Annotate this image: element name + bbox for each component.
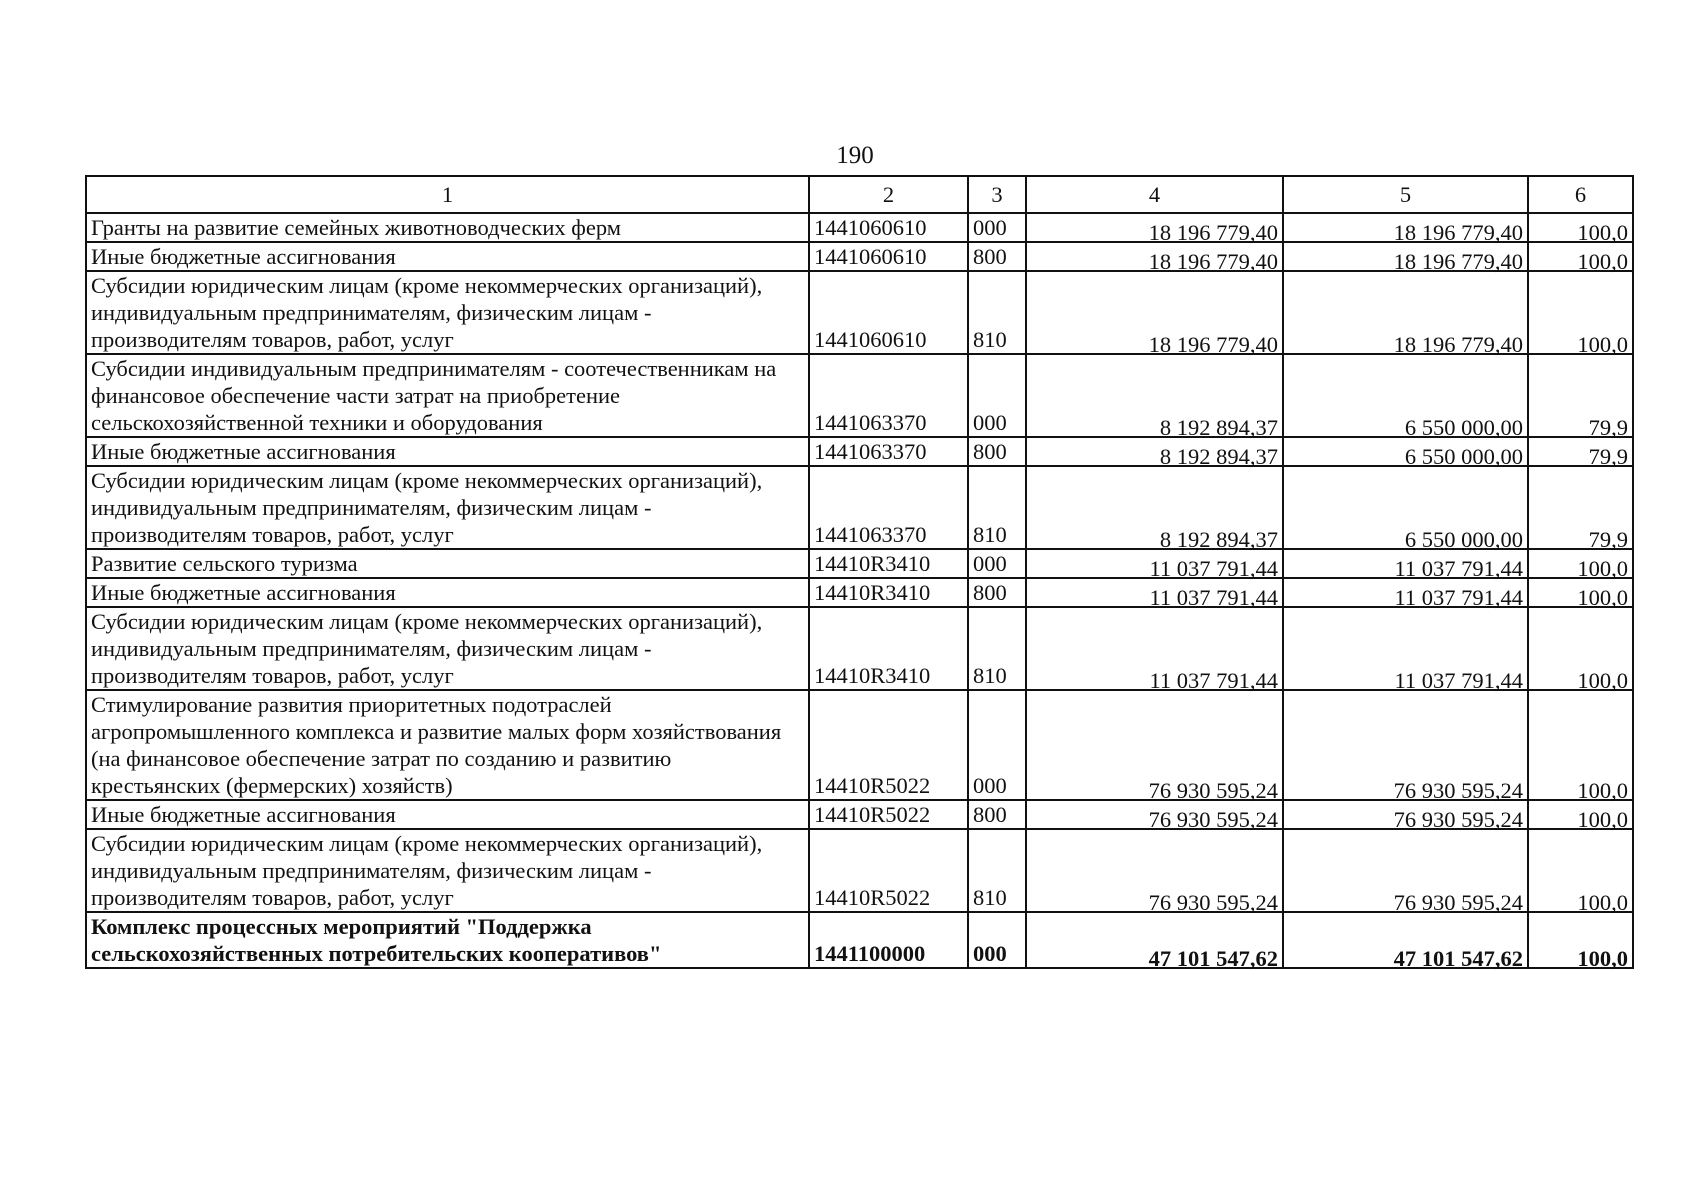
executed-amount-value: 6 550 000,00: [1404, 415, 1523, 440]
table-row: [86, 354, 1633, 437]
column-header-6: 6: [1528, 176, 1633, 213]
planned-amount-cell: [1026, 829, 1283, 915]
planned-amount-cell: [1026, 549, 1283, 581]
table-row: [86, 800, 1633, 829]
executed-amount-cell: [1283, 437, 1528, 469]
table-row: [86, 829, 1633, 912]
table-row: [86, 437, 1633, 466]
execution-percent-cell: [1528, 549, 1633, 581]
execution-percent-value: 79,9: [1588, 444, 1628, 469]
executed-amount-value: 11 037 791,44: [1394, 585, 1523, 610]
executed-amount-cell: [1283, 466, 1528, 552]
executed-amount-cell: [1283, 354, 1528, 440]
executed-amount-cell: [1283, 607, 1528, 693]
table-row: [86, 242, 1633, 271]
planned-amount-value: 8 192 894,37: [1159, 527, 1278, 552]
execution-percent-cell: [1528, 800, 1633, 832]
target-article-code-cell: 14410R5022: [809, 800, 968, 829]
executed-amount-value: 47 101 547,62: [1393, 946, 1523, 971]
planned-amount-value: 47 101 547,62: [1148, 946, 1278, 971]
execution-percent-value: 100,0: [1577, 946, 1628, 971]
target-article-code-cell: 14410R3410: [809, 578, 968, 607]
executed-amount-cell: [1283, 213, 1528, 245]
table-body: [86, 213, 1633, 971]
planned-amount-cell: [1026, 354, 1283, 440]
execution-percent-cell: [1528, 466, 1633, 552]
planned-amount-value: 76 930 595,24: [1148, 778, 1278, 803]
execution-percent-cell: [1528, 690, 1633, 803]
expense-name-cell: Субсидии юридическим лицам (кроме некоммерческих организаций), индивидуальным предпринимателям, физическим лицам - производителям товаров, работ, услуг: [86, 607, 809, 690]
execution-percent-cell: [1528, 354, 1633, 440]
planned-amount-cell: [1026, 271, 1283, 357]
expense-name-cell: Развитие сельского туризма: [86, 549, 809, 578]
expense-name-cell: Субсидии юридическим лицам (кроме некоммерческих организаций), индивидуальным предпринимателям, физическим лицам - производителям товаров, работ, услуг: [86, 829, 809, 912]
target-article-code-cell: 14410R3410: [809, 607, 968, 690]
expense-type-code-cell: 810: [968, 829, 1026, 912]
budget-execution-table: [85, 175, 1634, 969]
execution-percent-value: 100,0: [1577, 556, 1628, 581]
planned-amount-value: 11 037 791,44: [1149, 585, 1278, 610]
execution-percent-cell: [1528, 912, 1633, 971]
execution-percent-cell: [1528, 578, 1633, 610]
table-row: [86, 271, 1633, 354]
planned-amount-cell: [1026, 607, 1283, 693]
target-article-code-cell: 14410R5022: [809, 690, 968, 800]
planned-amount-value: 18 196 779,40: [1148, 332, 1278, 357]
execution-percent-cell: [1528, 437, 1633, 469]
planned-amount-value: 8 192 894,37: [1159, 444, 1278, 469]
column-header-2: 2: [809, 176, 968, 213]
execution-percent-value: 100,0: [1577, 332, 1628, 357]
execution-percent-value: 79,9: [1588, 415, 1628, 440]
expense-type-code-cell: 000: [968, 213, 1026, 242]
execution-percent-cell: [1528, 271, 1633, 357]
planned-amount-cell: [1026, 578, 1283, 610]
column-header-1: 1: [86, 176, 809, 213]
expense-type-code-cell: 000: [968, 912, 1026, 968]
planned-amount-cell: [1026, 800, 1283, 832]
planned-amount-value: 8 192 894,37: [1159, 415, 1278, 440]
expense-type-code-cell: 800: [968, 800, 1026, 829]
table-row: [86, 578, 1633, 607]
executed-amount-cell: [1283, 912, 1528, 971]
target-article-code-cell: 1441060610: [809, 213, 968, 242]
planned-amount-value: 11 037 791,44: [1149, 668, 1278, 693]
executed-amount-cell: [1283, 829, 1528, 915]
expense-name-cell: Иные бюджетные ассигнования: [86, 437, 809, 466]
planned-amount-cell: [1026, 912, 1283, 971]
column-header-4: 4: [1026, 176, 1283, 213]
execution-percent-value: 100,0: [1577, 585, 1628, 610]
executed-amount-value: 76 930 595,24: [1393, 778, 1523, 803]
execution-percent-cell: [1528, 829, 1633, 915]
target-article-code-cell: 1441063370: [809, 437, 968, 466]
execution-percent-cell: [1528, 242, 1633, 274]
target-article-code-cell: 1441100000: [809, 912, 968, 968]
column-header-5: 5: [1283, 176, 1528, 213]
target-article-code-cell: 1441063370: [809, 466, 968, 549]
page-number: 190: [836, 142, 874, 169]
executed-amount-value: 18 196 779,40: [1393, 220, 1523, 245]
expense-type-code-cell: 000: [968, 549, 1026, 578]
planned-amount-value: 76 930 595,24: [1148, 890, 1278, 915]
target-article-code-cell: 1441063370: [809, 354, 968, 437]
target-article-code-cell: 14410R3410: [809, 549, 968, 578]
expense-name-cell: Стимулирование развития приоритетных подотраслей агропромышленного комплекса и развитие малых форм хозяйствования (на финансовое обеспечение затрат по созданию и развитию крестьянских (фермерских) хозяйств): [86, 690, 809, 800]
expense-type-code-cell: 800: [968, 242, 1026, 271]
execution-percent-cell: [1528, 607, 1633, 693]
planned-amount-cell: [1026, 466, 1283, 552]
executed-amount-cell: [1283, 800, 1528, 832]
expense-name-cell: Субсидии индивидуальным предпринимателям - соотечественникам на финансовое обеспечение части затрат на приобретение сельскохозяйственной техники и оборудования: [86, 354, 809, 437]
execution-percent-value: 79,9: [1588, 527, 1628, 552]
expense-name-cell: Субсидии юридическим лицам (кроме некоммерческих организаций), индивидуальным предпринимателям, физическим лицам - производителям товаров, работ, услуг: [86, 466, 809, 549]
table-row: [86, 690, 1633, 800]
planned-amount-cell: [1026, 213, 1283, 245]
executed-amount-cell: [1283, 549, 1528, 581]
expense-name-cell: Иные бюджетные ассигнования: [86, 578, 809, 607]
planned-amount-value: 18 196 779,40: [1148, 249, 1278, 274]
executed-amount-value: 6 550 000,00: [1404, 527, 1523, 552]
expense-name-cell: Комплекс процессных мероприятий "Поддержка сельскохозяйственных потребительских кооперативов": [86, 912, 809, 968]
planned-amount-value: 11 037 791,44: [1149, 556, 1278, 581]
executed-amount-value: 11 037 791,44: [1394, 556, 1523, 581]
executed-amount-cell: [1283, 242, 1528, 274]
column-header-3: 3: [968, 176, 1026, 213]
target-article-code-cell: 1441060610: [809, 242, 968, 271]
planned-amount-cell: [1026, 242, 1283, 274]
expense-name-cell: Иные бюджетные ассигнования: [86, 242, 809, 271]
executed-amount-value: 18 196 779,40: [1393, 332, 1523, 357]
expense-type-code-cell: 810: [968, 466, 1026, 549]
executed-amount-value: 76 930 595,24: [1393, 807, 1523, 832]
expense-name-cell: Иные бюджетные ассигнования: [86, 800, 809, 829]
execution-percent-value: 100,0: [1577, 249, 1628, 274]
table-row: [86, 213, 1633, 242]
expense-name-cell: Гранты на развитие семейных животноводческих ферм: [86, 213, 809, 242]
executed-amount-cell: [1283, 578, 1528, 610]
execution-percent-value: 100,0: [1577, 890, 1628, 915]
execution-percent-cell: [1528, 213, 1633, 245]
table-row: [86, 912, 1633, 968]
planned-amount-value: 76 930 595,24: [1148, 807, 1278, 832]
executed-amount-value: 76 930 595,24: [1393, 890, 1523, 915]
table-row: [86, 549, 1633, 578]
executed-amount-value: 11 037 791,44: [1394, 668, 1523, 693]
executed-amount-cell: [1283, 690, 1528, 803]
table-row: [86, 466, 1633, 549]
expense-type-code-cell: 810: [968, 607, 1026, 690]
execution-percent-value: 100,0: [1577, 220, 1628, 245]
executed-amount-cell: [1283, 271, 1528, 357]
target-article-code-cell: 1441060610: [809, 271, 968, 354]
executed-amount-value: 18 196 779,40: [1393, 249, 1523, 274]
target-article-code-cell: 14410R5022: [809, 829, 968, 912]
expense-type-code-cell: 800: [968, 578, 1026, 607]
expense-type-code-cell: 000: [968, 354, 1026, 437]
expense-type-code-cell: 800: [968, 437, 1026, 466]
table-row: [86, 607, 1633, 690]
expense-name-cell: Субсидии юридическим лицам (кроме некоммерческих организаций), индивидуальным предпринимателям, физическим лицам - производителям товаров, работ, услуг: [86, 271, 809, 354]
executed-amount-value: 6 550 000,00: [1404, 444, 1523, 469]
execution-percent-value: 100,0: [1577, 807, 1628, 832]
planned-amount-cell: [1026, 690, 1283, 803]
execution-percent-value: 100,0: [1577, 668, 1628, 693]
expense-type-code-cell: 000: [968, 690, 1026, 800]
column-number-row: [86, 176, 1633, 213]
planned-amount-cell: [1026, 437, 1283, 469]
execution-percent-value: 100,0: [1577, 778, 1628, 803]
expense-type-code-cell: 810: [968, 271, 1026, 354]
planned-amount-value: 18 196 779,40: [1148, 220, 1278, 245]
